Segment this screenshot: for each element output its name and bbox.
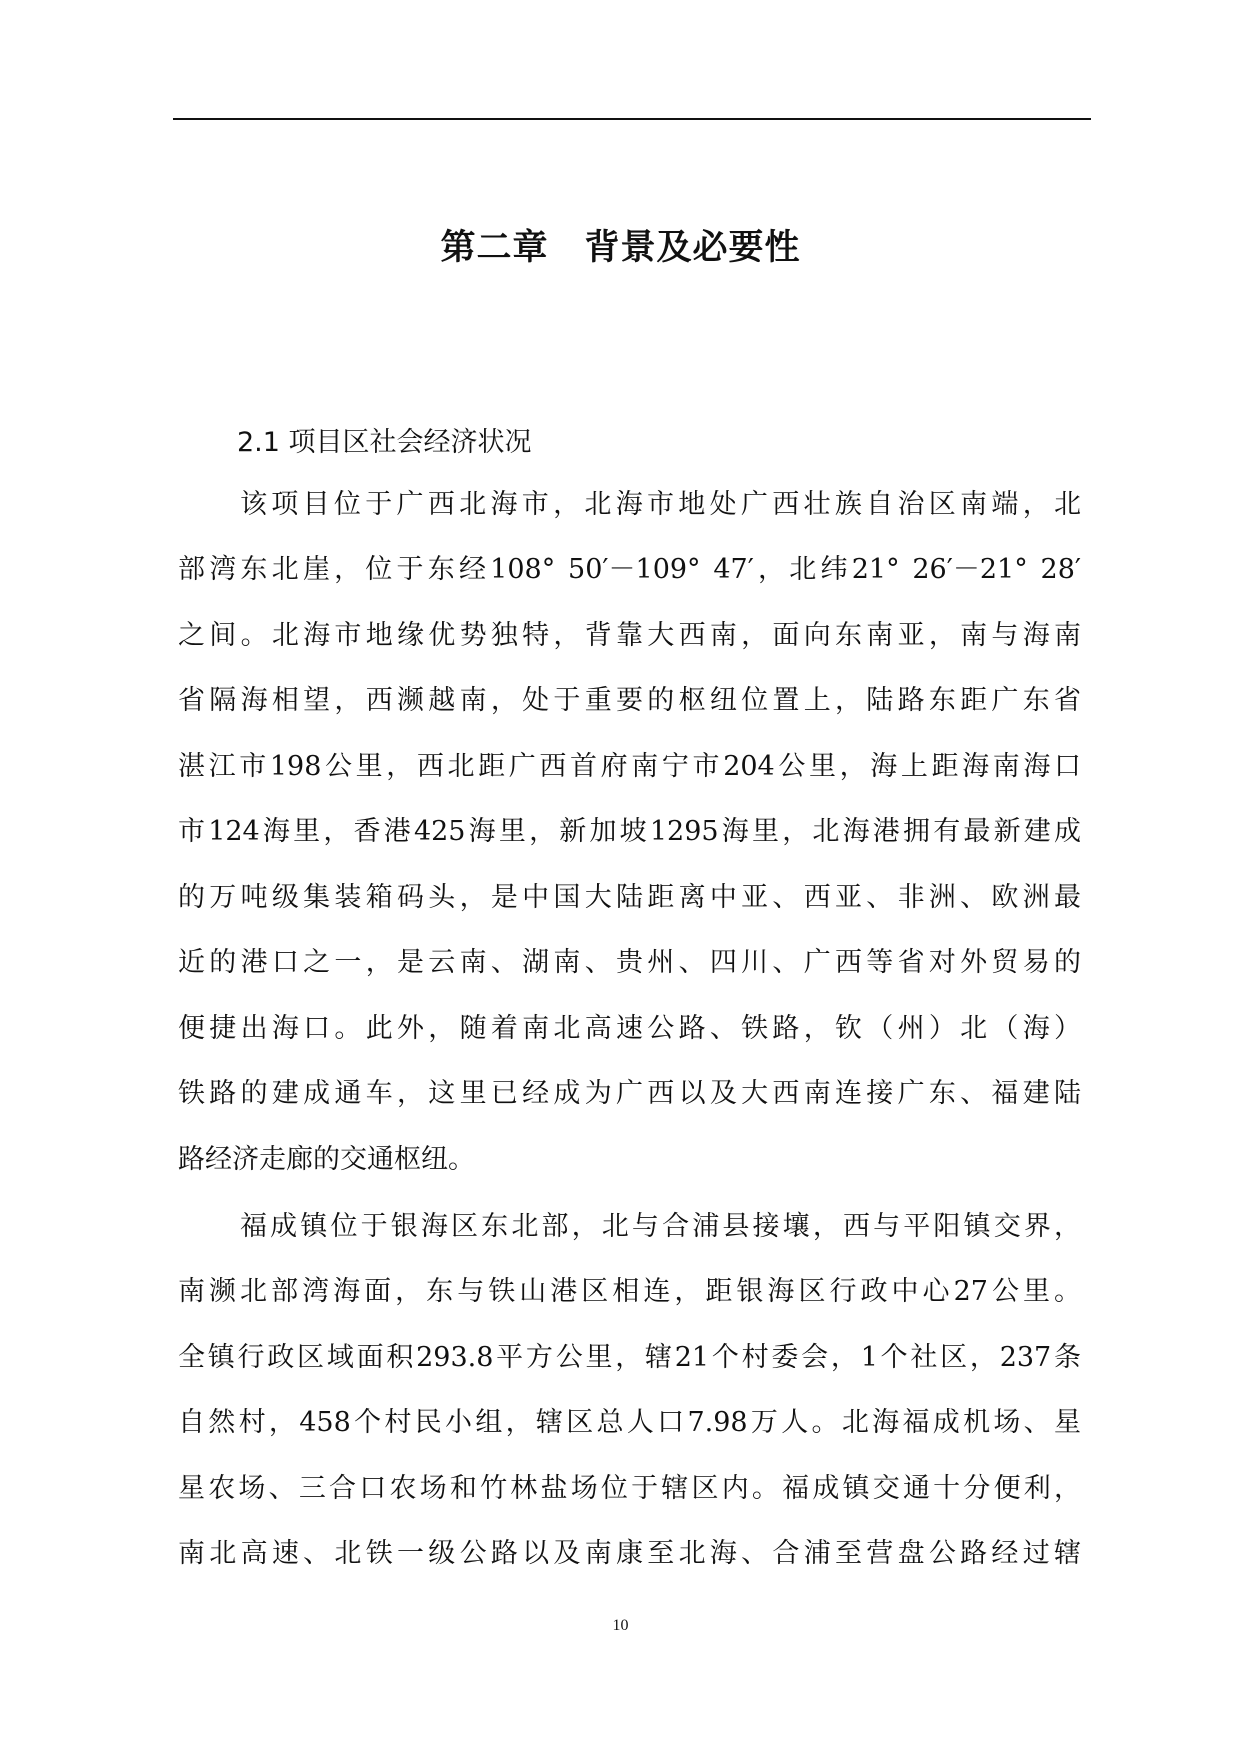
paragraph-1-line-7: 的万吨级集装箱码头，是中国大陆距离中亚、西亚、非洲、欧洲最 xyxy=(178,882,1081,913)
paragraph-1-line-9: 便捷出海口。此外，随着南北高速公路、铁路，钦（州）北（海） xyxy=(178,1013,1081,1044)
paragraph-1-line-11: 路经济走廊的交通枢纽。 xyxy=(178,1144,475,1175)
page-number: 10 xyxy=(612,1617,629,1634)
paragraph-1-line-5: 湛江市198公里，西北距广西首府南宁市204公里，海上距海南海口 xyxy=(178,751,1081,782)
paragraph-1-line-2: 部湾东北崖，位于东经108° 50′－109° 47′，北纬21° 26′－21° 28′ xyxy=(178,554,1081,585)
paragraph-1-line-4: 省隔海相望，西濒越南，处于重要的枢纽位置上，陆路东距广东省 xyxy=(178,685,1081,716)
paragraph-2-line-1: 福成镇位于银海区东北部，北与合浦县接壤，西与平阳镇交界， xyxy=(240,1211,1081,1242)
paragraph-1-line-1: 该项目位于广西北海市，北海市地处广西壮族自治区南端，北 xyxy=(240,489,1081,520)
paragraph-1-line-3: 之间。北海市地缘优势独特，背靠大西南，面向东南亚，南与海南 xyxy=(178,620,1081,651)
paragraph-1-line-6: 市124海里，香港425海里，新加坡1295海里，北海港拥有最新建成 xyxy=(178,816,1081,847)
paragraph-1-line-8: 近的港口之一，是云南、湖南、贵州、四川、广西等省对外贸易的 xyxy=(178,947,1081,978)
paragraph-1-line-10: 铁路的建成通车，这里已经成为广西以及大西南连接广东、福建陆 xyxy=(178,1078,1081,1109)
header-rule xyxy=(173,118,1091,120)
paragraph-2-line-2: 南濒北部湾海面，东与铁山港区相连，距银海区行政中心27公里。 xyxy=(178,1276,1081,1307)
paragraph-2-line-3: 全镇行政区域面积293.8平方公里，辖21个村委会，1个社区，237条 xyxy=(178,1342,1081,1373)
paragraph-2-line-6: 南北高速、北铁一级公路以及南康至北海、合浦至营盘公路经过辖 xyxy=(178,1538,1081,1569)
paragraph-2-line-5: 星农场、三合口农场和竹林盐场位于辖区内。福成镇交通十分便利， xyxy=(178,1473,1081,1504)
paragraph-2-line-4: 自然村，458个村民小组，辖区总人口7.98万人。北海福成机场、星 xyxy=(178,1407,1081,1438)
section-heading: 2.1 项目区社会经济状况 xyxy=(237,427,532,458)
chapter-title: 第二章 背景及必要性 xyxy=(440,228,801,268)
